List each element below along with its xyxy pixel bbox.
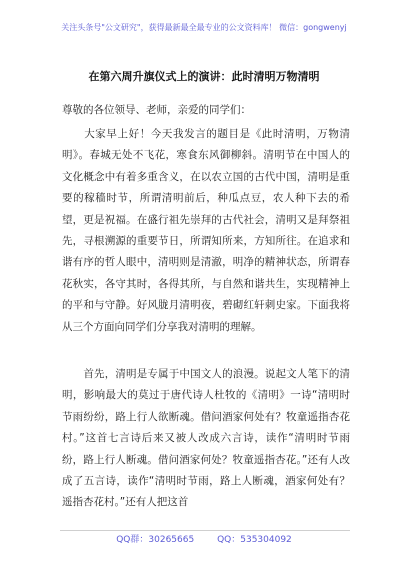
footer [0,532,408,545]
qq-group: QQ群：30265665 [116,535,195,545]
paragraph: 首先，清明是专属于中国文人的浪漫。说起文人笔下的清明，影响最大的莫过于唐代诗人杜牧的《清明》一诗“清明时节雨纷纷，路上行人欲断魂。借问酒家何处有？牧童遥指杏花村。”这首七言诗后来又被人改成六言诗，读作“清明时节雨纷，路上行人断魂。借问酒家何处？牧童遥指杏花。”还有人改成了五言诗，读作“清明时节雨，路上人断魂，酒家何处有？遥指杏花村。”还有人把这首 [62,368,350,509]
header-note: 关注头条号"公文研究"，获得最新最全最专业的公文资料库！ 微信：gongwenyj [61,23,347,32]
qq-contact: QQ：535304092 [217,535,292,545]
greeting: 尊敬的各位领导、老师，亲爱的同学们： [62,104,251,116]
document-title: 在第六周升旗仪式上的演讲：此时清明万物清明 [88,70,320,83]
footer-divider [60,530,350,531]
paragraph: 大家早上好！今天我发言的题目是《此时清明，万物清明》。春城无处不飞花，寒食东风御柳斜。清明节在中国人的文化概念中有着多重含义，在以农立国的古代中国，清明是重要的稼穑时节，所谓清明前后，种瓜点豆，农人种下去的希望，更是祝福。在盛行祖先崇拜的古代社会，清明又是拜祭祖先，寻根溯源的重要节日，所谓知所来，方知所往。在追求和谐有序的哲人眼中，清明则是清澈，明净的精神状态，所谓春花秋实，各守其时，各得其所，与自然和谐共生，实现精神上的平和与守静。好风胧月清明夜，碧砌红轩刺史家。下面我将从三个方面向同学们分享我对清明的理解。 [62,128,350,333]
